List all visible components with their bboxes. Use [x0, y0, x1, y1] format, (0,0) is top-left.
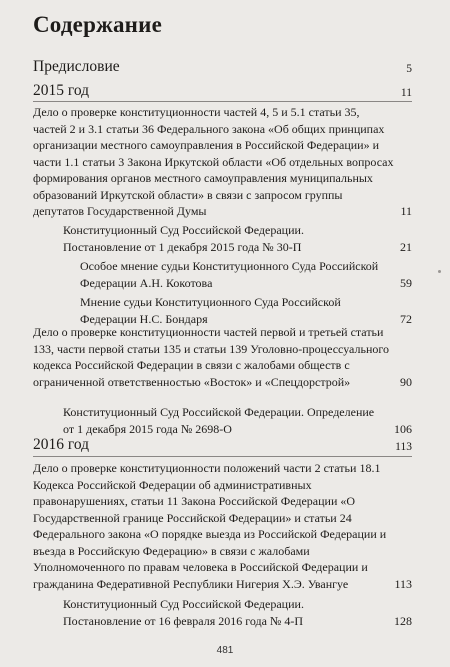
- paper-speck: [438, 270, 441, 273]
- section-heading: 2016 год: [33, 436, 90, 453]
- toc-entry-text: Предисловие: [33, 58, 120, 75]
- toc-page-number: 5: [406, 63, 412, 75]
- toc-section-2015: [33, 82, 412, 100]
- toc-entry-opinion: [80, 294, 412, 327]
- toc-page-number: 113: [395, 441, 412, 453]
- toc-entry-decision: [63, 596, 412, 629]
- toc-entry-preface: [33, 58, 412, 76]
- toc-page-number: 128: [394, 613, 412, 628]
- section-heading: 2015 год: [33, 82, 90, 99]
- toc-page-number: 113: [394, 576, 412, 591]
- toc-entry-text: Дело о проверке конституционности положений части 2 статьи 18.1 Кодекса Российской Федерации об административных правонарушениях, статьи 11 Закона Российской Федерации «О Государственной границе Российской Федерации» и статьи 24 Федерального закона «О порядке выезда из Российской Федерации и въезда в Российскую Федерацию» в связи с жалобами Уполномоченного по правам человека в Российской Федерации и гражданина Федеративной Республики Нигерия Х.Э. Увангуе: [33, 461, 387, 591]
- toc-page-number: 72: [400, 311, 412, 326]
- toc-entry-text: Дело о проверке конституционности частей 4, 5 и 5.1 статьи 35, частей 2 и 3.1 статьи 36 Федерального закона «Об общих принципах организации местного самоуправления в Российской Федерации» и части 1.1 статьи 3 Закона Иркутской области «Об отдельных вопросах формирования органов местного самоуправления муниципальных образований Иркутской области» в связи с запросом группы депутатов Государственной Думы: [33, 105, 394, 218]
- page-title: Содержание: [33, 12, 162, 37]
- page-number-footer: 481: [216, 645, 234, 656]
- toc-page-number: 11: [400, 87, 412, 99]
- toc-page-number: 59: [400, 275, 412, 290]
- toc-entry-decision: [63, 222, 412, 255]
- toc-entry-case: [33, 460, 412, 592]
- toc-entry-text: Конституционный Суд Российской Федерации. Постановление от 16 февраля 2016 года № 4-П: [63, 597, 304, 628]
- toc-entry-text: Мнение судьи Конституционного Суда Российской Федерации Н.С. Бондаря: [80, 295, 341, 326]
- toc-entry-case: [33, 324, 412, 390]
- toc-entry-opinion: [80, 258, 412, 291]
- toc-section-2016: [33, 436, 412, 454]
- toc-page-number: 21: [400, 239, 412, 254]
- toc-page-number: 11: [400, 204, 412, 218]
- section-divider: [33, 101, 412, 102]
- toc-entry-text: Конституционный Суд Российской Федерации. Постановление от 1 декабря 2015 года № 30-П: [63, 223, 304, 254]
- toc-page-number: 106: [394, 421, 412, 436]
- toc-entry-decision: [63, 404, 412, 437]
- toc-entry-text: Дело о проверке конституционности частей первой и третьей статьи 133, части первой статьи 135 и статьи 139 Уголовно-процессуального кодекса Российской Федерации в связи с жалобами обществ с ограниченной ответственностью «Восток» и «Спецдорстрой»: [33, 325, 389, 389]
- section-divider: [33, 456, 412, 457]
- toc-page-number: 90: [400, 374, 412, 389]
- toc-entry-text: Особое мнение судьи Конституционного Суда Российской Федерации А.Н. Кокотова: [80, 259, 379, 290]
- toc-entry-text: Конституционный Суд Российской Федерации. Определение от 1 декабря 2015 года № 2698-О: [63, 405, 375, 436]
- toc-entry-case: [33, 104, 412, 220]
